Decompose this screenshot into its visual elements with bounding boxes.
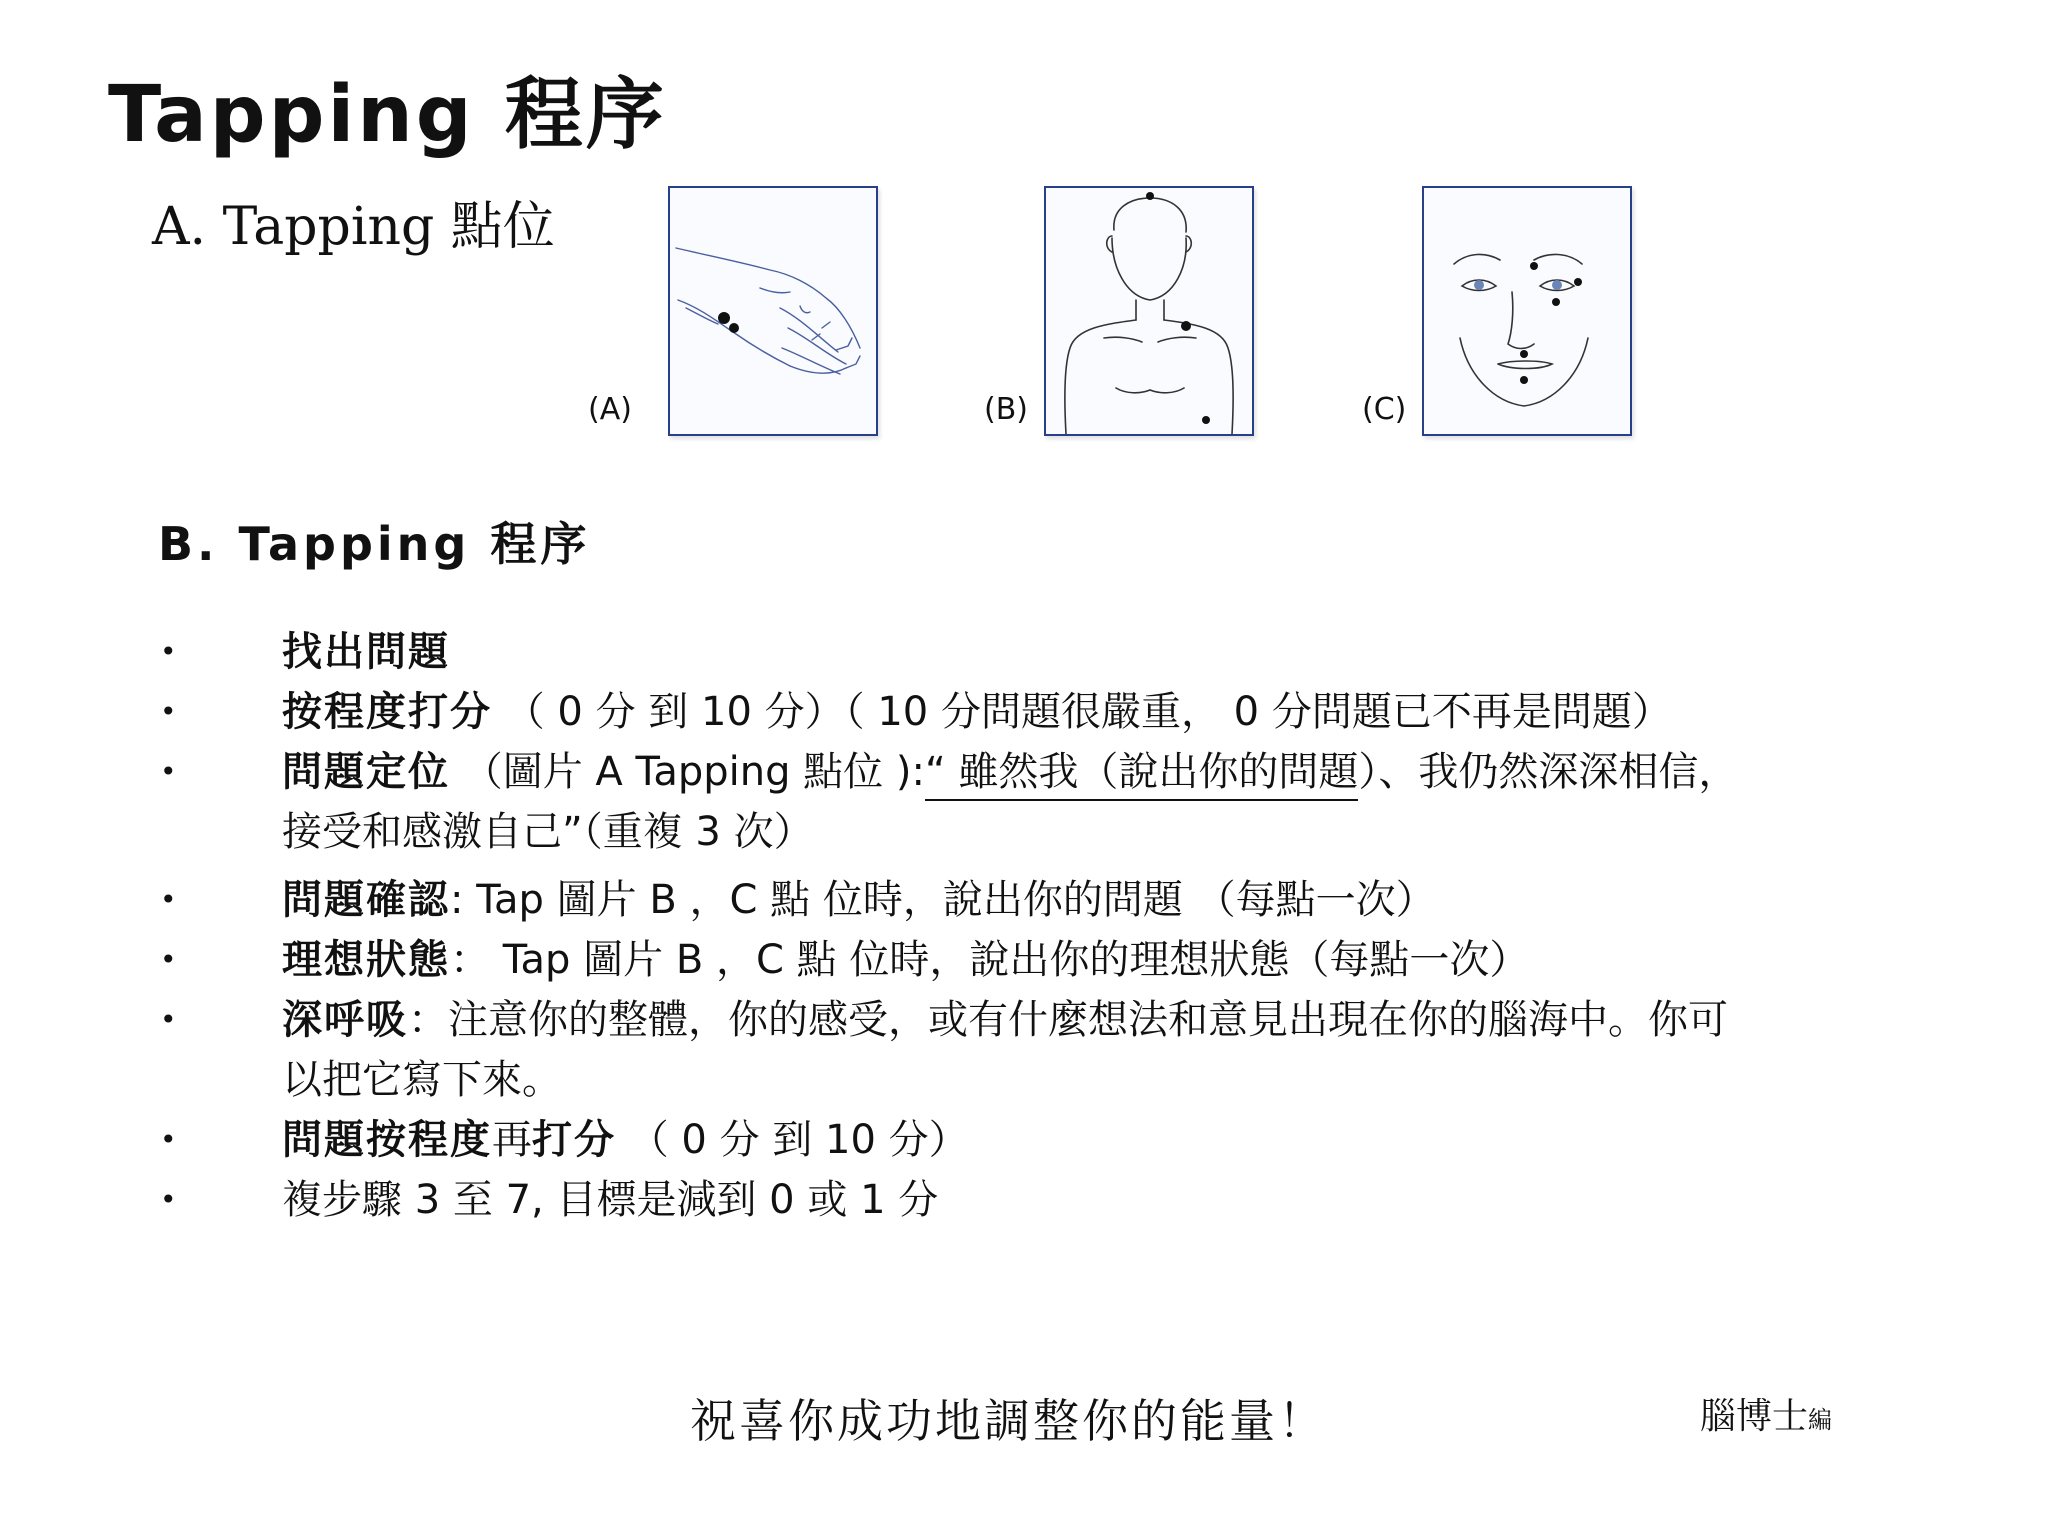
tapping-point [718,312,730,324]
bullet-icon: • [160,883,177,916]
step-deep-breath: • 深呼吸：注意你的整體，你的感受，或有什麼想法和意見出現在你的腦海中。你可 以把它寫下來。 [150,990,2000,1110]
tapping-point [1530,262,1538,270]
page-title: Tapping 程序 [108,70,667,160]
tapping-point [1574,278,1582,286]
tapping-point [729,323,739,333]
figure-a-label: (A) [588,392,632,427]
author-credit [1700,1388,1832,1439]
figure-c-frame [1422,186,1632,436]
tapping-point [1552,298,1560,306]
upper-body-icon [1046,188,1252,434]
author-name: 腦博士 [1700,1396,1809,1437]
step-rerate: • 問題按程度再打分 （ 0 分 到 10 分） [150,1110,2000,1170]
step-ideal-state: • 理想狀態： Tap 圖片 B ，C 點 位時，說出你的理想狀態（每點一次） [150,930,2000,990]
tapping-steps-list [150,622,2000,1230]
tapping-point [1202,416,1210,424]
figure-b-label: (B) [984,392,1028,427]
step-rate-severity: • 按程度打分 （ 0 分 到 10 分）（ 10 分問題很嚴重， 0 分問題已不再是問題） [150,682,2000,742]
author-suffix: 編 [1808,1406,1833,1434]
bullet-icon: • [160,1183,177,1216]
bullet-icon: • [160,755,177,788]
figure-b-frame [1044,186,1254,436]
step-confirm-problem: • 問題確認: Tap 圖片 B ，C 點 位時，說出你的問題 （每點一次） [150,870,2000,930]
bullet-icon: • [160,1123,177,1156]
figure-c-label: (C) [1362,392,1407,427]
face-icon [1424,188,1630,434]
tapping-point [1520,350,1528,358]
bullet-icon: • [160,695,177,728]
figure-a-frame [668,186,878,436]
bullet-icon: • [160,943,177,976]
step-repeat: • 複步驟 3 至 7, 目標是減到 0 或 1 分 [150,1170,2000,1230]
tapping-point [1146,192,1154,200]
bullet-icon: • [160,1003,177,1036]
hand-icon [670,188,876,434]
bullet-icon: • [160,635,177,668]
section-b-title: B. Tapping 程序 [158,517,591,571]
step-locate-problem: • 問題定位 （圖片 A Tapping 點位 ):“ 雖然我（說出你的問題）、我仍然深深相信， 接受和感激自己”（重複 3 次） [150,742,2000,862]
tapping-point [1520,376,1528,384]
step-find-problem: • 找出問題 [150,622,2000,682]
closing-message: 祝喜你成功地調整你的能量！ [690,1394,1327,1448]
tapping-point [1181,321,1191,331]
section-a-title: A. Tapping 點位 [152,197,555,257]
